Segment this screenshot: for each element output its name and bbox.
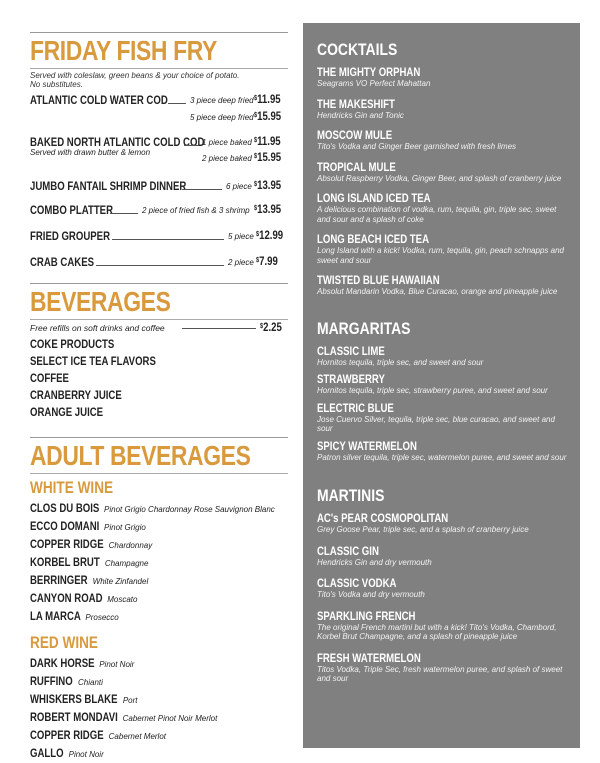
drink-name: LONG BEACH ICED TEA bbox=[317, 232, 430, 246]
drink-desc: The original French martini but with a kick! Tito's Vodka, Chambord, Korbel Brut Champagne, and a splash of pineapple juice bbox=[317, 622, 557, 641]
drinks-panel bbox=[303, 23, 580, 748]
drink-desc: Tito's Vodka and dry vermouth bbox=[317, 590, 425, 599]
subtitle-line: No substitutes. bbox=[30, 80, 83, 89]
fish-fry-title: FRIDAY FISH FRY bbox=[30, 35, 217, 66]
drink-item bbox=[317, 372, 567, 396]
margaritas-list bbox=[317, 344, 567, 463]
drink-name: STRAWBERRY bbox=[317, 372, 385, 386]
drink-desc: Hendricks Gin and Tonic bbox=[317, 110, 404, 120]
list-item: RUFFINO Chianti bbox=[30, 674, 103, 688]
red-wine-title: RED WINE bbox=[30, 633, 98, 652]
left-column bbox=[30, 32, 288, 763]
list-item: ORANGE JUICE bbox=[30, 405, 104, 419]
divider bbox=[30, 32, 288, 33]
item-name: ATLANTIC COLD WATER COD bbox=[30, 93, 168, 107]
item-price: $7.99 bbox=[256, 254, 278, 268]
menu-item bbox=[30, 93, 288, 131]
drink-desc: Tito's Vodka and Ginger Beer garnished with fresh limes bbox=[317, 142, 517, 151]
item-price: $11.95 bbox=[254, 92, 281, 106]
drink-desc: Titos Vodka, Triple Sec, fresh watermelon puree, and splash of sweet and sour bbox=[317, 664, 563, 683]
refill-row bbox=[30, 321, 288, 335]
red-wine-list bbox=[30, 655, 288, 763]
drink-desc: Absolut Mandarin Vodka, Blue Curacao, orange and pineapple juice bbox=[317, 287, 558, 296]
drink-desc: Patron silver tequila, triple sec, watermelon puree, and sweet and sour bbox=[317, 452, 567, 462]
beverage-list bbox=[30, 336, 288, 421]
drink-name: CLASSIC VODKA bbox=[317, 576, 397, 590]
adult-beverages-title: ADULT BEVERAGES bbox=[30, 440, 251, 471]
drink-item bbox=[317, 544, 567, 568]
list-item: DARK HORSE Pinot Noir bbox=[30, 656, 135, 670]
item-name: JUMBO FANTAIL SHRIMP DINNER bbox=[30, 179, 187, 193]
drink-name: TWISTED BLUE HAWAIIAN bbox=[317, 273, 440, 287]
drink-item bbox=[317, 160, 567, 184]
drink-name: SPICY WATERMELON bbox=[317, 438, 417, 453]
menu-item bbox=[30, 135, 288, 179]
item-desc: 2 piece of fried fish & 3 shrimp bbox=[142, 206, 250, 215]
refill-price: $2.25 bbox=[260, 320, 282, 334]
leader-line bbox=[96, 265, 224, 266]
item-price: $15.95 bbox=[254, 109, 282, 123]
item-desc: 5 piece deep fried bbox=[190, 113, 254, 122]
item-desc: 6 piece bbox=[226, 182, 252, 191]
drink-desc: Long Island with a kick! Vodka, rum, tequila, gin, peach schnapps and sweet and sour bbox=[317, 246, 564, 265]
list-item: CRANBERRY JUICE bbox=[30, 388, 122, 402]
drink-item bbox=[317, 609, 567, 642]
drink-name: THE MIGHTY ORPHAN bbox=[317, 65, 421, 79]
item-name: BAKED NORTH ATLANTIC COLD COD bbox=[30, 135, 205, 149]
item-price: $15.95 bbox=[254, 150, 282, 164]
item-desc: 2 piece baked bbox=[202, 154, 252, 163]
divider bbox=[30, 319, 288, 320]
list-item: COKE PRODUCTS bbox=[30, 337, 115, 351]
drink-item bbox=[317, 439, 567, 463]
list-item: ECCO DOMANI Pinot Grigio bbox=[30, 519, 146, 533]
beverages-section bbox=[30, 283, 288, 421]
drink-desc: Absolut Raspberry Vodka, Ginger Beer, and splash of cranberry juice bbox=[317, 173, 562, 183]
drink-name: ELECTRIC BLUE bbox=[317, 400, 394, 415]
menu-item bbox=[30, 229, 288, 255]
fish-fry-subtitle bbox=[30, 71, 288, 89]
item-desc: 3 piece deep fried bbox=[190, 96, 254, 105]
drink-name: AC's PEAR COSMOPOLITAN bbox=[317, 511, 449, 525]
list-item: CLOS DU BOIS Pinot Grigio Chardonnay Rose Sauvignon Blanc bbox=[30, 501, 275, 515]
drink-name: SPARKLING FRENCH bbox=[317, 608, 416, 623]
refill-text: Free refills on soft drinks and coffee bbox=[30, 323, 165, 333]
list-item: LA MARCA Prosecco bbox=[30, 609, 119, 623]
drink-name: MOSCOW MULE bbox=[317, 128, 393, 142]
leader-line bbox=[182, 328, 256, 329]
margaritas-title: MARGARITAS bbox=[317, 318, 411, 338]
item-name: COMBO PLATTER bbox=[30, 203, 114, 217]
drink-item bbox=[317, 511, 567, 535]
drink-item bbox=[317, 97, 567, 121]
drink-name: CLASSIC GIN bbox=[317, 543, 379, 558]
menu-item bbox=[30, 255, 288, 279]
drink-item bbox=[317, 273, 567, 297]
leader-line bbox=[184, 145, 198, 146]
leader-line bbox=[110, 213, 138, 214]
leader-line bbox=[112, 239, 224, 240]
drink-desc: Jose Cuervo Silver, tequila, triple sec, blue curacao, and sweet and sour bbox=[317, 414, 555, 433]
divider bbox=[30, 437, 288, 438]
drink-name: CLASSIC LIME bbox=[317, 343, 385, 358]
list-item: CANYON ROAD Moscato bbox=[30, 591, 138, 605]
drink-desc: Seagrams VO Perfect Mahattan bbox=[317, 79, 431, 88]
item-name: CRAB CAKES bbox=[30, 255, 95, 269]
drink-desc: Grey Goose Pear, triple sec, and a splash of cranberry juice bbox=[317, 525, 529, 534]
drink-name: THE MAKESHIFT bbox=[317, 96, 395, 111]
drink-desc: A delicious combination of vodka, rum, tequila, gin, triple sec, sweet and sour and a splash of coke bbox=[317, 205, 557, 224]
cocktails-list bbox=[317, 65, 567, 297]
list-item: COPPER RIDGE Cabernet Merlot bbox=[30, 728, 166, 742]
item-price: $12.99 bbox=[256, 228, 284, 242]
list-item: BERRINGER White Zinfandel bbox=[30, 573, 149, 587]
list-item: SELECT ICE TEA FLAVORS bbox=[30, 354, 156, 368]
subtitle-line: Served with coleslaw, green beans & your choice of potato. bbox=[30, 71, 240, 80]
drink-item bbox=[317, 191, 567, 224]
martinis-list bbox=[317, 511, 567, 684]
drink-item bbox=[317, 65, 567, 89]
item-price: $13.95 bbox=[254, 202, 282, 216]
list-item: WHISKERS BLAKE Port bbox=[30, 692, 138, 706]
drink-desc: Hornitos tequila, triple sec, and sweet and sour bbox=[317, 357, 484, 367]
item-name: FRIED GROUPER bbox=[30, 229, 111, 243]
white-wine-list bbox=[30, 500, 288, 626]
drinks-content bbox=[317, 40, 567, 684]
item-desc: 2 piece bbox=[228, 258, 254, 267]
menu-item bbox=[30, 179, 288, 203]
drink-item bbox=[317, 232, 567, 265]
drink-name: LONG ISLAND ICED TEA bbox=[317, 191, 431, 205]
drink-item bbox=[317, 401, 567, 434]
drink-name: TROPICAL MULE bbox=[317, 159, 396, 174]
leader-line bbox=[168, 103, 186, 104]
divider bbox=[30, 68, 288, 69]
drink-item bbox=[317, 576, 567, 600]
cocktails-title: COCKTAILS bbox=[317, 40, 398, 59]
adult-beverages-section bbox=[30, 437, 288, 763]
list-item: COPPER RIDGE Chardonnay bbox=[30, 537, 153, 551]
drink-item bbox=[317, 344, 567, 368]
martinis-title: MARTINIS bbox=[317, 486, 385, 505]
drink-name: FRESH WATERMELON bbox=[317, 650, 421, 665]
divider bbox=[30, 283, 288, 284]
list-item: GALLO Pinot Noir bbox=[30, 746, 104, 760]
fish-fry-section bbox=[30, 32, 288, 279]
beverages-title: BEVERAGES bbox=[30, 286, 171, 317]
drink-item bbox=[317, 651, 567, 684]
item-price: $11.95 bbox=[254, 134, 281, 148]
white-wine-title: WHITE WINE bbox=[30, 478, 114, 497]
list-item: KORBEL BRUT Champagne bbox=[30, 555, 149, 569]
item-desc: 1 piece baked bbox=[202, 138, 252, 147]
menu-item bbox=[30, 203, 288, 229]
list-item: COFFEE bbox=[30, 371, 69, 385]
item-price: $13.95 bbox=[254, 178, 282, 192]
drink-item bbox=[317, 128, 567, 152]
drink-desc: Hornitos tequila, triple sec, strawberry puree, and sweet and sour bbox=[317, 386, 548, 395]
item-desc: 5 piece bbox=[228, 232, 254, 241]
list-item: ROBERT MONDAVI Cabernet Pinot Noir Merlot bbox=[30, 710, 218, 724]
divider bbox=[30, 473, 288, 474]
leader-line bbox=[182, 189, 222, 190]
drink-desc: Hendricks Gin and dry vermouth bbox=[317, 557, 432, 567]
item-note: Served with drawn butter & lemon bbox=[30, 148, 151, 157]
